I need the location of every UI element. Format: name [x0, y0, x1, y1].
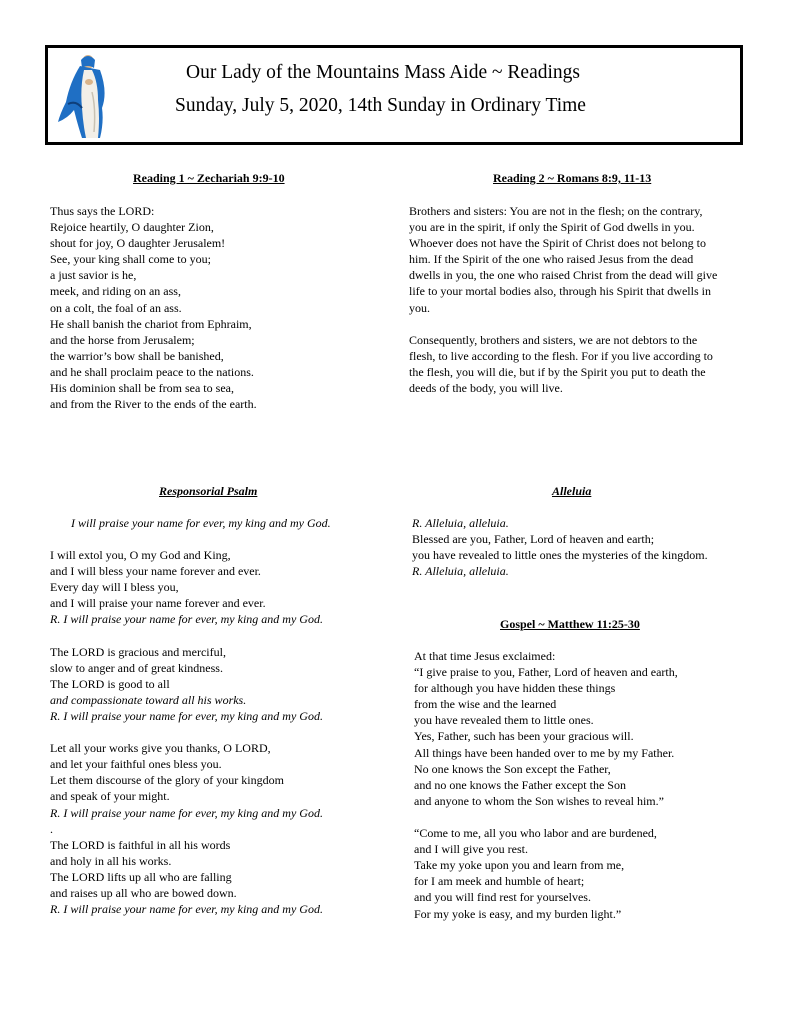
paragraph-gap: [409, 316, 717, 332]
header-box: [45, 45, 743, 145]
gospel-line: you have revealed them to little ones.: [414, 713, 594, 728]
psalm-line: and I will bless your name forever and ever.: [50, 564, 261, 579]
gospel-line: and I will give you rest.: [414, 842, 528, 857]
reading2-line: life to your mortal bodies also, through his Spirit that dwells in: [409, 284, 711, 299]
psalm-line: Let all your works give you thanks, O LORD,: [50, 741, 271, 756]
reading1-line: shout for joy, O daughter Jerusalem!: [50, 236, 226, 251]
reading1-line: meek, and riding on an ass,: [50, 284, 181, 299]
psalm-line: and let your faithful ones bless you.: [50, 757, 222, 772]
reading1-line: the warrior’s bow shall be banished,: [50, 348, 224, 363]
alleluia-line: Blessed are you, Father, Lord of heaven and earth;: [412, 532, 655, 547]
paragraph-gap: [414, 809, 678, 825]
reading2-heading: Reading 2 ~ Romans 8:9, 11-13: [493, 171, 652, 185]
reading2-line: deeds of the body, you will live.: [409, 381, 563, 396]
psalm-line: and speak of your might.: [50, 789, 170, 804]
alleluia-response: R. Alleluia, alleluia.: [412, 516, 509, 530]
psalm-response: R. I will praise your name for ever, my king and my God.: [50, 708, 323, 723]
reading1-text: [50, 203, 257, 412]
reading1-line: Rejoice heartily, O daughter Zion,: [50, 220, 214, 235]
reading1-line: on a colt, the foal of an ass.: [50, 300, 182, 315]
psalm-line: Every day will I bless you,: [50, 580, 179, 595]
reading2-line: you are in the spirit, if only the Spirit of God dwells in you.: [409, 220, 695, 235]
stray-dot: .: [50, 821, 53, 836]
reading2-line: Consequently, brothers and sisters, we are not debtors to the: [409, 332, 698, 347]
reading2-text: [409, 203, 717, 396]
reading1-line: and from the River to the ends of the earth.: [50, 397, 257, 412]
gospel-heading: Gospel ~ Matthew 11:25-30: [500, 617, 640, 631]
page-subtitle: Sunday, July 5, 2020, 14th Sunday in Ordinary Time: [175, 95, 586, 116]
psalm-refrain-intro: [71, 515, 331, 531]
reading2-line: Brothers and sisters: You are not in the flesh; on the contrary,: [409, 204, 703, 218]
psalm-text: [50, 547, 323, 917]
reading2-line: Whoever does not have the Spirit of Christ does not belong to: [409, 236, 706, 251]
reading2-line: dwells in you, the one who raised Christ from the dead will give: [409, 268, 718, 283]
psalm-line: and I will praise your name forever and ever.: [50, 596, 266, 611]
psalm-line: and holy in all his works.: [50, 853, 172, 868]
gospel-text: [414, 648, 678, 922]
alleluia-text: [412, 515, 708, 579]
reading1-line: and the horse from Jerusalem;: [50, 332, 195, 347]
gospel-line: from the wise and the learned: [414, 697, 557, 712]
alleluia-response: R. Alleluia, alleluia.: [412, 564, 509, 579]
alleluia-line: you have revealed to little ones the mysteries of the kingdom.: [412, 548, 708, 563]
gospel-line: Yes, Father, such has been your gracious will.: [414, 729, 634, 744]
gospel-line: “Come to me, all you who labor and are burdened,: [414, 826, 657, 841]
gospel-line: and anyone to whom the Son wishes to reveal him.”: [414, 793, 664, 808]
psalm-line: I will extol you, O my God and King,: [50, 548, 231, 562]
gospel-line: Take my yoke upon you and learn from me,: [414, 858, 625, 873]
reading2-line: him. If the Spirit of the one who raised Jesus from the dead: [409, 252, 694, 267]
psalm-response: R. I will praise your name for ever, my king and my God.: [50, 805, 323, 820]
reading1-heading: Reading 1 ~ Zechariah 9:9-10: [133, 171, 285, 185]
psalm-line: The LORD lifts up all who are falling: [50, 869, 232, 884]
reading2-line: flesh, to live according to the flesh. For if you live according to: [409, 348, 713, 363]
alleluia-heading: Alleluia: [552, 484, 592, 498]
psalm-heading: Responsorial Psalm: [159, 484, 258, 498]
psalm-line: and raises up all who are bowed down.: [50, 885, 237, 900]
psalm-line: Let them discourse of the glory of your kingdom: [50, 773, 284, 788]
psalm-line: The LORD is faithful in all his words: [50, 837, 231, 852]
paragraph-gap: [50, 724, 323, 740]
psalm-refrain: I will praise your name for ever, my king and my God.: [71, 516, 331, 530]
gospel-line: for I am meek and humble of heart;: [414, 874, 585, 889]
page-title: Our Lady of the Mountains Mass Aide ~ Readings: [186, 62, 580, 83]
reading1-line: His dominion shall be from sea to sea,: [50, 381, 234, 396]
psalm-line: slow to anger and of great kindness.: [50, 660, 223, 675]
paragraph-gap: [50, 627, 323, 643]
reading1-line: a just savior is he,: [50, 268, 137, 283]
psalm-response: R. I will praise your name for ever, my king and my God.: [50, 902, 323, 917]
psalm-line-italic: and compassionate toward all his works.: [50, 692, 247, 707]
reading2-line: the flesh, you will die, but if by the Spirit you put to death the: [409, 364, 706, 379]
psalm-line: The LORD is good to all: [50, 676, 170, 691]
gospel-line: No one knows the Son except the Father,: [414, 761, 611, 776]
gospel-line: and you will find rest for yourselves.: [414, 890, 591, 905]
madonna-icon: [56, 52, 118, 140]
reading1-line: See, your king shall come to you;: [50, 252, 211, 267]
gospel-line: At that time Jesus exclaimed:: [414, 649, 556, 663]
reading1-line: He shall banish the chariot from Ephraim,: [50, 316, 252, 331]
reading1-line: and he shall proclaim peace to the nations.: [50, 364, 254, 379]
gospel-line: and no one knows the Father except the Son: [414, 777, 626, 792]
gospel-line: For my yoke is easy, and my burden light.”: [414, 906, 622, 921]
gospel-line: All things have been handed over to me by my Father.: [414, 745, 675, 760]
psalm-line: The LORD is gracious and merciful,: [50, 644, 226, 659]
gospel-line: “I give praise to you, Father, Lord of heaven and earth,: [414, 665, 678, 680]
psalm-response: R. I will praise your name for ever, my king and my God.: [50, 612, 323, 627]
gospel-line: for although you have hidden these things: [414, 681, 616, 696]
reading1-line: Thus says the LORD:: [50, 204, 155, 218]
reading2-line: you.: [409, 300, 430, 315]
